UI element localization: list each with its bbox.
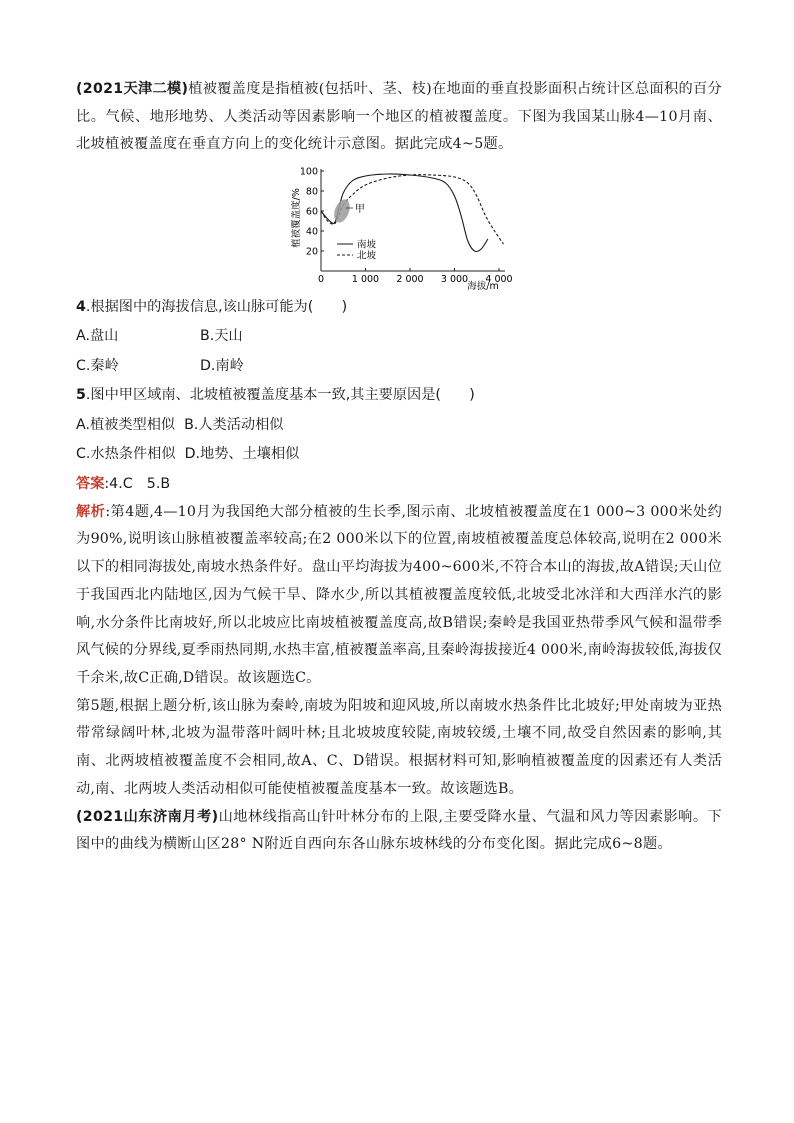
- option-b[interactable]: B.人类活动相似: [184, 416, 284, 433]
- option-c[interactable]: C.秦岭: [76, 357, 119, 374]
- option-row: [76, 440, 722, 470]
- analysis-paragraph-1: [76, 499, 722, 693]
- question-5: [76, 381, 722, 411]
- chart-ylabel: 植被覆盖度/%: [291, 187, 302, 248]
- next-intro-source: (2021山东济南月考): [76, 808, 219, 825]
- analysis-paragraph-2: 第5题,根据上题分析,该山脉为秦岭,南坡为阳坡和迎风坡,所以南坡水热条件比北坡好;甲处南坡为亚热带常绿阔叶林,北坡为温带落叶阔叶林;且北坡坡度较陡,南坡较缓,土壤不同,故受自然因素的影响,其南、北两坡植被覆盖度不会相同,故A、C、D错误。根据材料可知,影响植被覆盖度的因素还有人类活动,南、北两坡人类活动相似可能使植被覆盖度基本一致。故该题选B。: [76, 697, 722, 797]
- answer-line: [76, 470, 722, 499]
- option-a[interactable]: A.盘山: [76, 328, 119, 345]
- x-tick-label: 0: [317, 273, 325, 285]
- answer-label: 答案: [76, 475, 105, 492]
- option-d[interactable]: D.地势、土壤相似: [184, 446, 300, 463]
- question-number: 4: [76, 298, 86, 315]
- legend-label: 南坡: [357, 239, 377, 251]
- annotation-label: 甲: [354, 203, 365, 215]
- chart-xlabel: 海拔/m: [467, 280, 499, 292]
- annotation-region: [331, 197, 352, 224]
- question-stem: .图中甲区域南、北坡植被覆盖度基本一致,其主要原因是( ): [85, 387, 475, 404]
- chart-svg: [291, 163, 521, 293]
- option-row: [76, 322, 722, 352]
- y-tick-label: 80: [305, 186, 318, 198]
- question-stem: .根据图中的海拔信息,该山脉可能为( ): [85, 298, 348, 315]
- x-tick-label: 1 000: [351, 273, 380, 285]
- y-tick-label: 20: [305, 246, 318, 258]
- vegetation-coverage-chart: [291, 163, 521, 293]
- intro-source: (2021天津二模): [76, 81, 189, 97]
- analysis-text: :第4题,4—10月为我国绝大部分植被的生长季,图示南、北坡植被覆盖度在1 000~3 000米处约为90%,说明该山脉植被覆盖率较高;在2 000米以下的位置,南坡植被覆盖度总体较高,说明在2 000米以下的相同海拔处,南坡水热条件好。盘山平均海拔为400~600米,不符合本山的海拔,故A错误;天山位于我国西北内陆地区,因为气候干旱、降水少,所以其植被覆盖度较低,北坡受北冰洋和大西洋水汽的影响,水分条件比南坡好,所以北坡应比南坡植被覆盖度高,故B错误;秦岭是我国亚热带季风气候和温带季风气候的分界线,夏季雨热同期,水热丰富,植被覆盖率高,且秦岭海拔接近4 000米,南岭海拔较低,海拔仅千余米,故C正确,D错误。故该题选C。: [76, 503, 723, 686]
- intro-paragraph: [76, 76, 722, 159]
- option-b[interactable]: B.天山: [200, 328, 243, 345]
- option-row: [76, 352, 722, 382]
- y-tick-label: 60: [305, 206, 318, 218]
- document-page: [76, 76, 722, 859]
- next-intro-text: 山地林线指高山针叶林分布的上限,主要受降水量、气温和风力等因素影响。下图中的曲线为横断山区28° N附近自西向东各山脉东坡林线的分布变化图。据此完成6~8题。: [76, 808, 722, 853]
- next-intro-paragraph: [76, 804, 722, 859]
- analysis-label: 解析: [76, 503, 106, 520]
- intro-text: 植被覆盖度是指植被(包括叶、茎、枝)在地面的垂直投影面积占统计区总面积的百分比。气候、地形地势、人类活动等因素影响一个地区的植被覆盖度。下图为我国某山脉4—10月南、北坡植被覆盖度在垂直方向上的变化统计示意图。据此完成4~5题。: [76, 81, 722, 153]
- option-d[interactable]: D.南岭: [200, 357, 244, 374]
- x-tick-label: 4 000: [485, 273, 513, 285]
- y-tick-label: 40: [305, 226, 318, 238]
- answer-text: :4.C 5.B: [104, 475, 171, 492]
- x-tick-label: 2 000: [396, 273, 424, 285]
- option-c[interactable]: C.水热条件相似: [76, 446, 176, 463]
- question-4: [76, 293, 722, 323]
- y-tick-label: 100: [299, 166, 318, 178]
- legend-label: 北坡: [357, 250, 377, 262]
- x-tick-label: 3 000: [440, 273, 469, 285]
- question-number: 5: [76, 387, 86, 404]
- option-a[interactable]: A.植被类型相似: [76, 416, 176, 433]
- option-row: [76, 411, 722, 441]
